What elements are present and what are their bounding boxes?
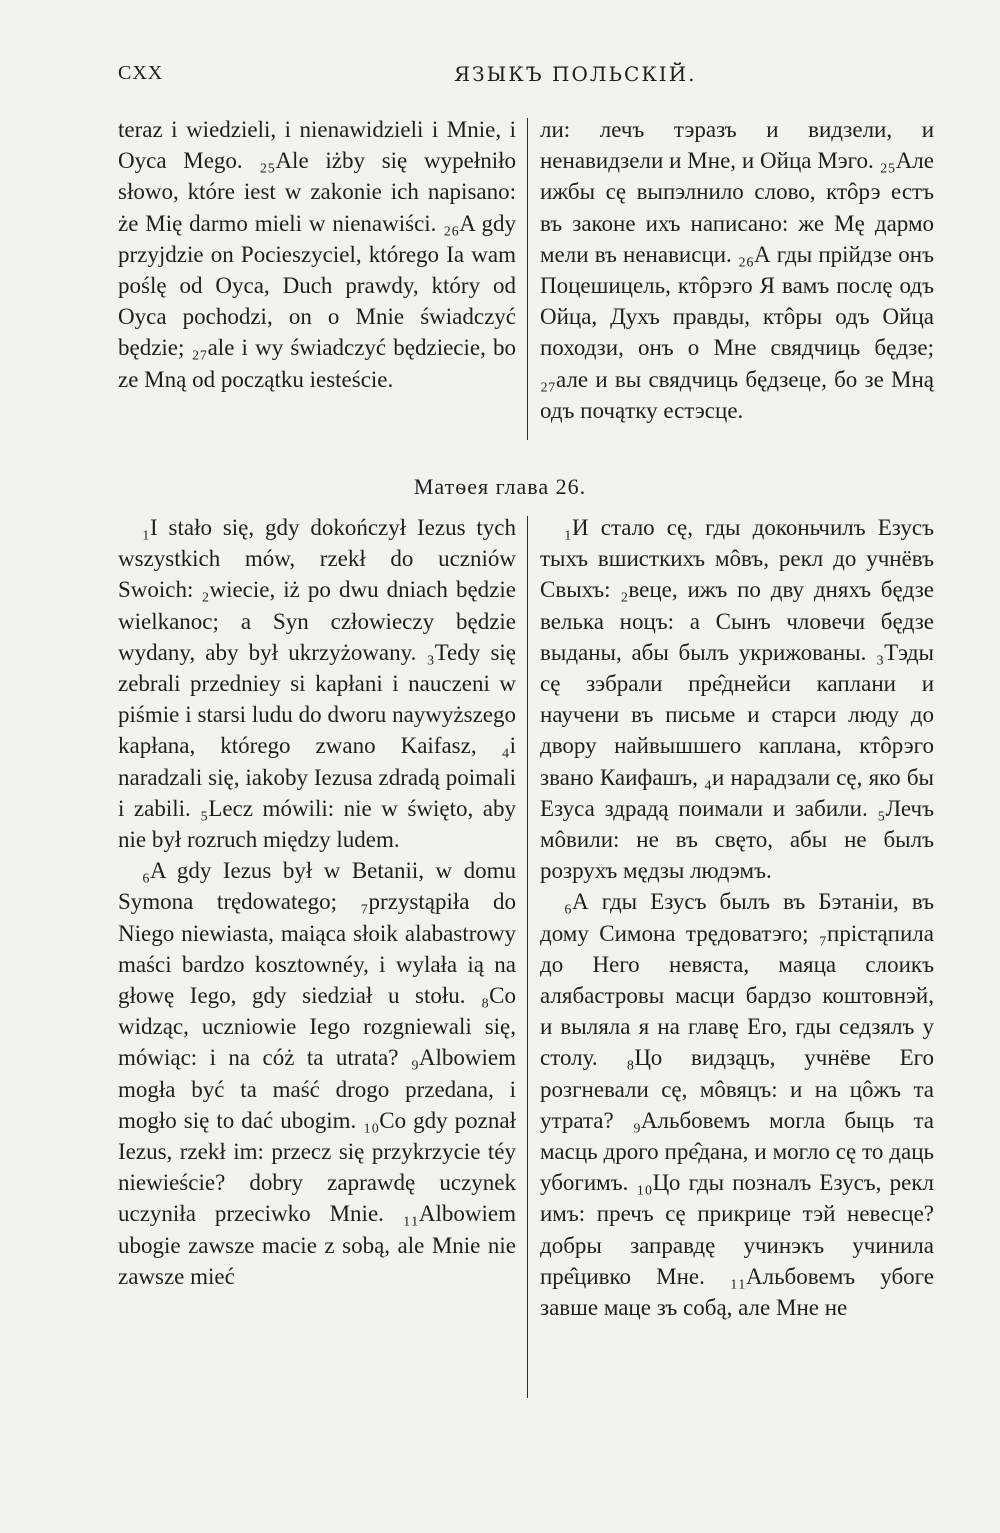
page-number: CXX — [118, 62, 164, 84]
polish-column-section-2 — [118, 512, 516, 1292]
column-divider — [527, 516, 528, 1398]
column-divider — [527, 118, 528, 440]
chapter-heading: Матѳея глава 26. — [413, 474, 587, 499]
cyrillic-paragraph: ₁И стало сę, гды доконьчилъ Езусъ тыхъ вшисткихъ мôвъ, рекл до учнёвъ Свыхъ: ₂веце, ижъ по дву дняхъ бęдзе велька ноцъ: а Сынъ чловечи бęдзе выданы, абы былъ укрижованы. ₃Тэды сę зэбрали пре̂днейси каплани и научени въ письме и старси люду до двору найвышшего каплана, ктôрэго звано Каифашъ, ₄и нарадзали сę, яко бы Езуса здрадą поимали и забили. ₅Лечъ мôвили: не въ свęто, абы не былъ розрухъ мęдзы людэмъ. — [540, 515, 934, 884]
running-title: ЯЗЫКЪ ПОЛЬСКІЙ. — [454, 62, 697, 86]
polish-column-section-1 — [118, 114, 516, 395]
cyrillic-paragraph: ₆А гды Езусъ былъ въ Бэтаніи, въ дому Симона трęдоватэго; ₇прістąпила до Него невяста, маяца слоикъ алябастровы масци бардзо коштовнэй, и выляла я на главę Его, гды седзялъ у столу. ₈Цо видзąцъ, учнёве Его розгневали сę, мôвяцъ: и на цôжъ та утрата? ₉Альбовемъ могла быць та масць дрого пре̂дана, и могло сę то даць убогимъ. ₁₀Цо гды позналъ Езусъ, рекл имъ: пречъ сę прикрице тэй невесце? добры заправдę учинэкъ учинила пре̂цивко Мне. ₁₁Альбовемъ убоге завше маце зъ собą, але Мне не — [540, 889, 934, 1321]
polish-paragraph: teraz i wiedzieli, i nienawidzieli i Mnie, i Oyca Mego. ₂₅Ale iżby się wypełniło słowo, które iest w zakonie ich napisano: że Mię darmo mieli w nienawiści. ₂₆A gdy przyjdzie on Pocieszyciel, którego Ia wam poślę od Oyca, Duch prawdy, który od Oyca pochodzi, on o Mnie świadczyć będzie; ₂₇ale i wy świadczyć będziecie, bo ze Mną od początku iesteście. — [118, 117, 516, 392]
cyrillic-paragraph: ли: лечъ тэразъ и видзели, и ненавидзели и Мне, и Ойца Мэго. ₂₅Але ижбы сę выпэлнило слово, ктôрэ естъ въ законе ихъ написано: же Мę дармо мели въ ненависци. ₂₆А гды прійдзе онъ Поцешицель, ктôрэго Я вамъ послę одъ Ойца, Духъ правды, ктôры одъ Ойца походзи, онъ о Мне свядчиць бęдзе; ₂₇але и вы свядчиць бęдзеце, бо зе Мнą одъ почąтку естэсце. — [540, 117, 934, 423]
polish-paragraph: ₆A gdy Iezus był w Betanii, w domu Symona trędowatego; ₇przystąpiła do Niego niewiasta, maiąca słoik alabastrowy maści bardzo kosztownéy, i wylała ią na głowę Iego, gdy siedział u stołu. ₈Co widząc, uczniowie Iego rozgniewali się, mówiąc: i na cóż ta utrata? ₉Albowiem mogła być ta maść drogo przedana, i mogło się to dać ubogim. ₁₀Co gdy poznał Iezus, rzekł im: przecz się przykrzycie téy niewieście? dobry zaprawdę uczynek uczyniła przeciwko Mnie. ₁₁Albowiem ubogie zawsze macie z sobą, ale Mnie nie zawsze mieć — [118, 858, 516, 1289]
running-head — [118, 62, 930, 92]
cyrillic-column-section-1 — [540, 114, 934, 426]
cyrillic-column-section-2 — [540, 512, 934, 1323]
polish-paragraph: ₁I stało się, gdy dokończył Iezus tych wszystkich mów, rzekł do uczniów Swoich: ₂wiecie, iż po dwu dniach będzie wielkanoc; a Syn człowieczy będzie wydany, aby był ukrzyżowany. ₃Tedy się zebrali przedniey si kapłani i nauczeni w piśmie i starsi ludu do dworu naywyższego kapłana, którego zwano Kaifasz, ₄i naradzali się, iakoby Iezusa zdradą poimali i zabili. ₅Lecz mówili: nie w święto, aby nie był rozruch między ludem. — [118, 515, 516, 853]
